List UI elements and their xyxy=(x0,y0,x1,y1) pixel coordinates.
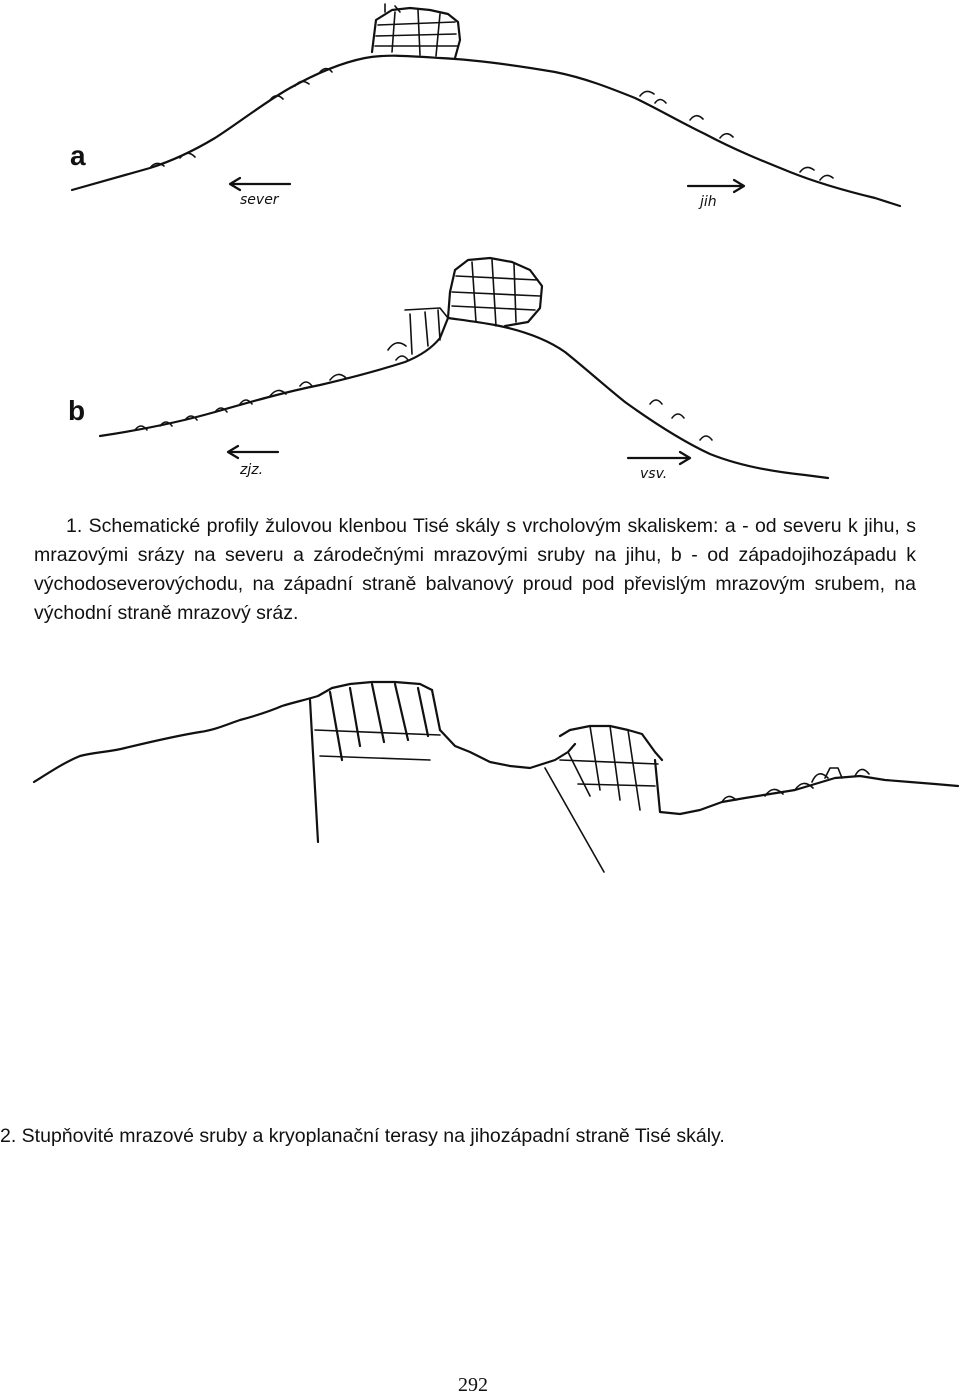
figure-1-caption-text: 1. Schematické profily žulovou klenbou Tisé skály s vrcholovým skaliskem: a - od severu k jihu, s mrazovými srázy na severu a zárodečnými mrazovými sruby na jihu, b - od západojihozápadu k východoseverovýchodu, na západní straně balvanový proud pod převislým mrazovým srubem, na východní straně mrazový sráz. xyxy=(34,515,916,624)
figure-1-caption xyxy=(34,512,916,628)
profile-a-left-arrow-label: sever xyxy=(240,192,279,208)
profile-b-ground-line xyxy=(100,318,828,478)
figure-2-terrace-1 xyxy=(440,730,575,768)
figure-2-drawing xyxy=(34,682,958,872)
profile-b-right-arrow-label: vsv. xyxy=(640,466,668,482)
profile-a-label: a xyxy=(70,140,86,171)
profile-b-right-arrow xyxy=(628,452,690,464)
profile-b-boulder-stream xyxy=(135,308,712,440)
profile-a-right-arrow-label: jih xyxy=(700,194,717,210)
figure-2-boulders xyxy=(722,768,869,802)
profile-a-right-arrow xyxy=(688,180,744,192)
profile-a-boulders xyxy=(150,69,833,181)
profile-a-ground-line xyxy=(72,56,900,206)
profile-b-label: b xyxy=(68,395,86,426)
profile-b-left-arrow-label: zjz. xyxy=(240,462,264,478)
profile-a-summit-rock xyxy=(372,4,460,58)
profile-a-drawing xyxy=(70,4,900,210)
page-number: 292 xyxy=(458,1374,488,1396)
figure-2-scarp-1 xyxy=(310,684,440,842)
figure-2-caption: 2. Stupňovité mrazové sruby a kryoplanační terasy na jihozápadní straně Tisé skály. xyxy=(0,1125,725,1147)
profile-a-left-arrow xyxy=(230,178,290,190)
profile-b-summit-rock xyxy=(448,258,542,326)
profile-b-left-arrow xyxy=(228,446,278,458)
profile-b-drawing xyxy=(68,258,828,482)
figure-2-terrace-2 xyxy=(655,760,958,814)
